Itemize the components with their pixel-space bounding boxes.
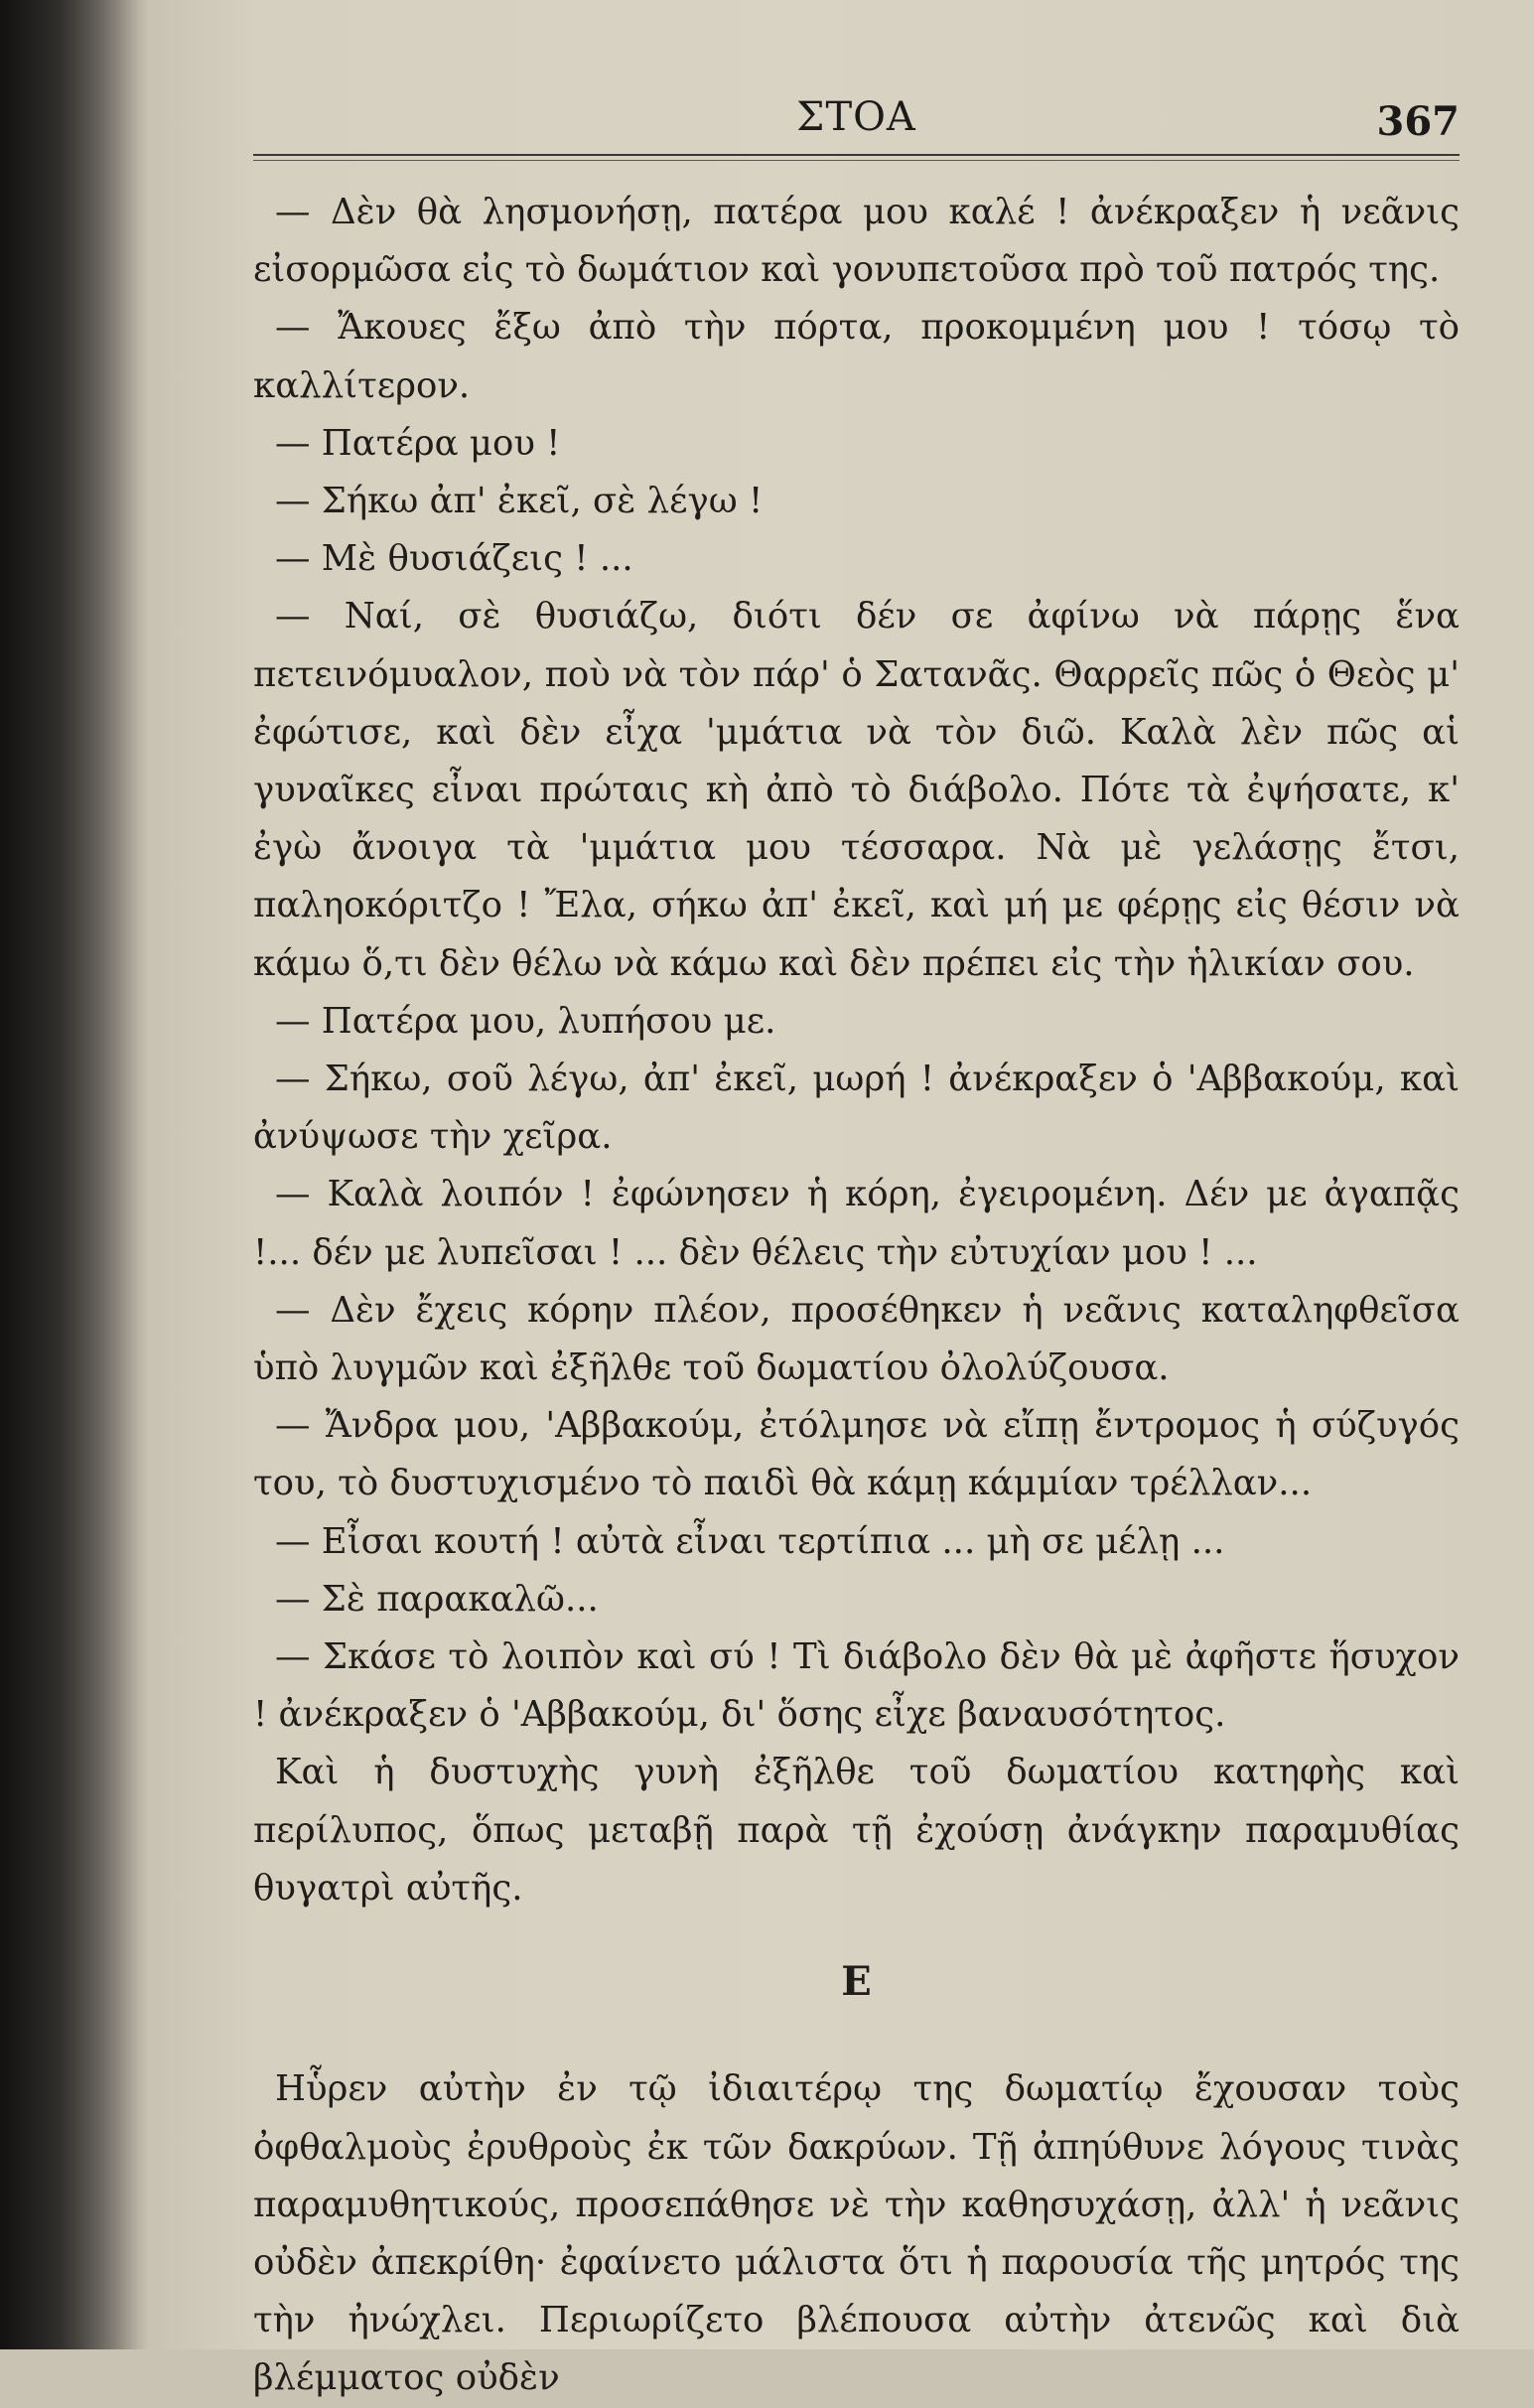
paragraph: — Εἶσαι κουτή ! αὐτὰ εἶναι τερτίπια ... μὴ σε μέλῃ ... xyxy=(275,1520,1225,1562)
paragraph: Καὶ ἡ δυστυχὴς γυνὴ ἐξῆλθε τοῦ δωματίου κατηφὴς καὶ περίλυπος, ὅπως μεταβῇ παρὰ τῇ ἐχούσῃ ἀνάγκην παραμυθίας θυγατρὶ αὐτῆς. xyxy=(253,1752,1460,1909)
paragraph: — Καλὰ λοιπόν ! ἐφώνησεν ἡ κόρη, ἐγειρομένη. Δέν με ἀγαπᾷς !... δέν με λυπεῖσαι ! ... δὲν θέλεις τὴν εὐτυχίαν μου ! ... xyxy=(253,1174,1460,1273)
paragraph: — Σήκω, σοῦ λέγω, ἀπ' ἐκεῖ, μωρή ! ἀνέκραξεν ὁ 'Αββακούμ, καὶ ἀνύψωσε τὴν χεῖρα. xyxy=(253,1059,1460,1158)
paragraph: — Ἄκουες ἔξω ἀπὸ τὴν πόρτα, προκομμένη μου ! τόσῳ τὸ καλλίτερον. xyxy=(253,307,1460,406)
paragraph: — Πατέρα μου ! xyxy=(275,422,561,464)
section-heading: Ε xyxy=(841,1958,872,2006)
running-head: ΣΤΟΑ xyxy=(796,94,916,140)
paragraph: — Σὲ παρακαλῶ... xyxy=(275,1578,599,1620)
paragraph: Ηὗρεν αὐτὴν ἐν τῷ ἰδιαιτέρῳ της δωματίῳ ἔχουσαν τοὺς ὀφθαλμοὺς ἐρυθροὺς ἐκ τῶν δακρύων. Τῇ ἀπηύθυνε λόγους τινὰς παραμυθητικούς, προσεπάθησε νὲ τὴν καθησυχάσῃ, ἀλλ' ἡ νεᾶνις οὐδὲν ἀπεκρίθη· ἐφαίνετο μάλιστα ὅτι ἡ παρουσία τῆς μητρός της τὴν ἠνώχλει. Περιωρίζετο βλέπουσα αὐτὴν ἀτενῶς καὶ διὰ βλέμματος οὐδὲν xyxy=(253,2068,1460,2399)
header-rule xyxy=(253,154,1460,161)
binding-gutter-shadow xyxy=(0,0,139,2349)
paragraph: — Σκάσε τὸ λοιπὸν καὶ σύ ! Τὶ διάβολο δὲν θὰ μὲ ἀφῆστε ἥσυχον ! ἀνέκραξεν ὁ 'Αββακούμ, δι' ὅσης εἶχε βαναυσότητος. xyxy=(253,1636,1460,1736)
paragraph: — Ἄνδρα μου, 'Αββακούμ, ἐτόλμησε νὰ εἴπῃ ἔντρομος ἡ σύζυγός του, τὸ δυστυχισμένο τὸ παιδὶ θὰ κάμῃ κάμμίαν τρέλλαν... xyxy=(253,1405,1460,1504)
paragraph: — Σήκω ἀπ' ἐκεῖ, σὲ λέγω ! xyxy=(275,481,764,522)
paragraph: — Δὲν ἔχεις κόρην πλέον, προσέθηκεν ἡ νεᾶνις καταληφθεῖσα ὑπὸ λυγμῶν καὶ ἐξῆλθε τοῦ δωματίου ὀλολύζουσα. xyxy=(253,1289,1460,1389)
paragraph: — Δὲν θὰ λησμονήσῃ, πατέρα μου καλέ ! ἀνέκραξεν ἡ νεᾶνις εἰσορμῶσα εἰς τὸ δωμάτιον καὶ γονυπετοῦσα πρὸ τοῦ πατρός της. xyxy=(253,192,1460,291)
paragraph: — Πατέρα μου, λυπήσου με. xyxy=(275,1000,776,1042)
paragraph: — Ναί, σὲ θυσιάζω, διότι δέν σε ἀφίνω νὰ πάρῃς ἕνα πετεινόμυαλον, ποὺ νὰ τὸν πάρ' ὁ Σατανᾶς. Θαρρεῖς πῶς ὁ Θεὸς μ' ἐφώτισε, καὶ δὲν εἶχα 'μμάτια νὰ τὸν διῶ. Καλὰ λὲν πῶς αἱ γυναῖκες εἶναι πρώταις κὴ ἀπὸ τὸ διάβολο. Πότε τὰ ἐψήσατε, κ' ἐγὼ ἄνοιγα τὰ 'μμάτια μου τέσσαρα. Νὰ μὲ γελάσῃς ἔτσι, παληοκόριτζο ! Ἔλα, σήκω ἀπ' ἐκεῖ, καὶ μή με φέρῃς εἰς θέσιν νὰ κάμω ὅ,τι δὲν θέλω νὰ κάμω καὶ δὲν πρέπει εἰς τὴν ἡλικίαν σου. xyxy=(253,596,1460,984)
paragraph: — Μὲ θυσιάζεις ! ... xyxy=(275,538,633,580)
page-body xyxy=(253,184,1460,2408)
page-number: 367 xyxy=(1376,98,1460,145)
page-header xyxy=(253,94,1460,150)
